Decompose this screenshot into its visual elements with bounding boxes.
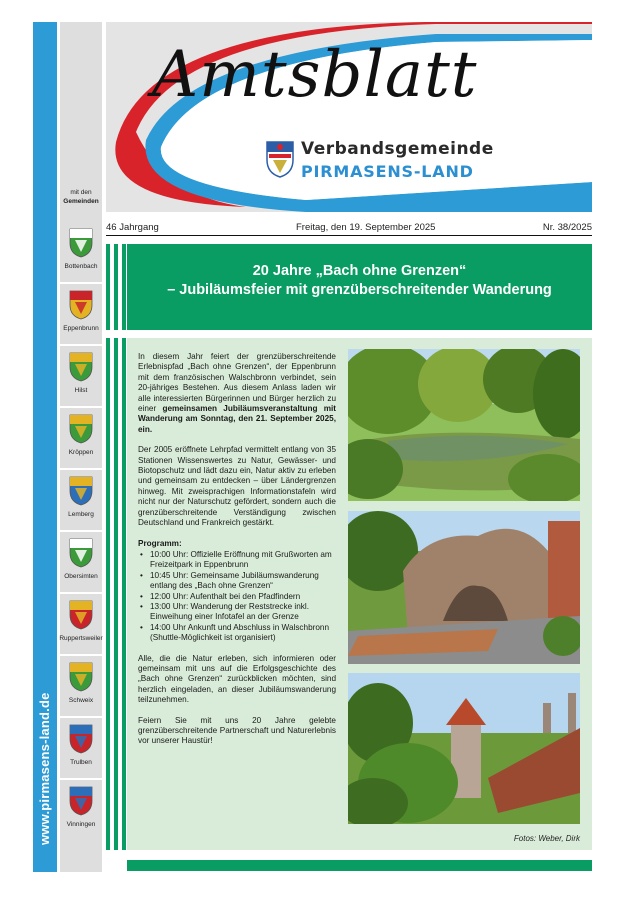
intro-bold-text: gemeinsamen Jubiläumsveranstaltung mit Wanderung am Sonntag, den 21. September 2025, ein. — [138, 404, 336, 434]
program-title: Programm: — [138, 538, 182, 548]
municipality-separator — [60, 654, 102, 656]
pirmasens-land-crest-icon — [265, 140, 295, 178]
municipality-trulben — [60, 724, 102, 786]
intro-text: In diesem Jahr feiert der grenzüberschreitende Erlebnispfad „Bach ohne Grenzen“, der Eppenbrunn mit dem französischen Walschbronn verbindet, sein 20-jähriges Bestehen. Aus diesem Anlass laden wir alle interessierten Bürgerinnen und Bürger herzlich zu einer — [138, 352, 336, 414]
municipality-bottenbach — [60, 228, 102, 290]
municipality-separator — [60, 592, 102, 594]
newspaper-title: Amtsblatt — [152, 38, 478, 112]
photo-pond — [348, 349, 580, 501]
program-item: • 13:00 Uhr: Wanderung der Reststrecke inkl. Einweihung einer Infotafel an der Grenze — [138, 602, 336, 623]
photo-grotto — [348, 511, 580, 664]
issue-line — [106, 222, 592, 236]
issue-date: Freitag, den 19. September 2025 — [296, 222, 436, 233]
municipality-name: Trulben — [70, 759, 92, 766]
municipality-separator — [60, 406, 102, 408]
masthead — [106, 22, 592, 212]
municipality-heading-line1: mit den — [70, 189, 92, 196]
photo-caption: Fotos: Weber, Dirk — [513, 834, 580, 843]
municipality-crest-icon — [69, 786, 93, 816]
issue-number: Nr. 38/2025 — [542, 222, 592, 233]
municipality-name: Vinningen — [66, 821, 96, 828]
municipality-name: Obersimten — [64, 573, 98, 580]
headline-line2: – Jubiläumsfeier mit grenzüberschreitender Wanderung — [167, 282, 552, 298]
municipality-crest-icon — [69, 228, 93, 258]
municipality-name: Bottenbach — [64, 263, 98, 270]
issue-volume: 46 Jahrgang — [106, 222, 159, 233]
article-text — [138, 352, 336, 757]
program-item: • 12:00 Uhr: Aufenthalt bei den Pfadfindern — [138, 592, 336, 602]
municipality-crest-icon — [69, 476, 93, 506]
municipality-separator — [60, 778, 102, 780]
municipality-name: Schweix — [68, 697, 94, 704]
program-item: • 10:45 Uhr: Gemeinsame Jubiläumswanderung entlang des „Bach ohne Grenzen“ — [138, 571, 336, 592]
bottom-green-bar — [127, 860, 592, 871]
municipality-separator — [60, 282, 102, 284]
municipality-name: Lemberg — [68, 511, 94, 518]
municipality-name: Kröppen — [68, 449, 94, 456]
municipality-separator — [60, 716, 102, 718]
municipality-crest-icon — [69, 724, 93, 754]
municipality-kröppen — [60, 414, 102, 476]
municipality-vinningen — [60, 786, 102, 848]
municipality-crest-icon — [69, 662, 93, 692]
program-item: • 14:00 Uhr Ankunft und Abschluss in Walschbronn (Shuttle-Möglichkeit ist organisiert) — [138, 623, 336, 644]
subtitle-verbandsgemeinde: Verbandsgemeinde — [301, 139, 494, 159]
paragraph-lehrpfad: Der 2005 eröffnete Lehrpfad vermittelt entlang von 35 Stationen Wissenswertes zu Natur, Gewässer- und Biotopschutz und lädt dazu ein, Natur aktiv zu erleben und gemeinsam zu entdecken – über Ländergrenzen hinweg. Mit zweisprachigen Informationstafeln wird nicht nur der Naturschutz gefördert, sondern auch die grenzüberschreitende Verständigung zwischen Deutschland und Frankreich gestärkt. — [138, 445, 336, 528]
headline-stripes — [106, 244, 127, 330]
paragraph-closing: Feiern Sie mit uns 20 Jahre gelebte grenzüberschreitende Partnerschaft und Naturerlebnis vor unserer Haustür! — [138, 715, 336, 746]
municipality-crest-icon — [69, 290, 93, 320]
program-item: • 10:00 Uhr: Offizielle Eröffnung mit Grußworten am Freizeitpark in Eppenbrunn — [138, 550, 336, 571]
body-stripes — [106, 338, 127, 850]
municipality-separator — [60, 344, 102, 346]
municipality-crest-icon — [69, 414, 93, 444]
subtitle-pirmasens-land: PIRMASENS-LAND — [301, 162, 474, 181]
headline-line1: 20 Jahre „Bach ohne Grenzen“ — [252, 263, 467, 279]
municipality-obersimten — [60, 538, 102, 600]
paragraph-invitation: Alle, die die Natur erleben, sich informieren oder gemeinsam mit uns auf die Erfolgsgeschichte des „Bach ohne Grenzen“ zurückblicken möchten, sind herzlich eingeladen, an dieser Jubiläumswanderung teilzunehmen. — [138, 653, 336, 705]
photo-tower — [348, 673, 580, 824]
municipality-hilst — [60, 352, 102, 414]
municipality-schweix — [60, 662, 102, 724]
municipality-crest-icon — [69, 352, 93, 382]
municipality-name: Hilst — [74, 387, 88, 394]
municipality-crest-icon — [69, 600, 93, 630]
article-headline — [127, 244, 592, 330]
municipality-ruppertsweiler — [60, 600, 102, 662]
municipality-name: Ruppertsweiler — [59, 635, 103, 642]
municipality-crest-icon — [69, 538, 93, 568]
municipality-separator — [60, 468, 102, 470]
municipality-eppenbrunn — [60, 290, 102, 352]
municipality-separator — [60, 530, 102, 532]
municipality-heading — [60, 188, 102, 206]
paragraph-intro — [138, 352, 336, 435]
municipality-name: Eppenbrunn — [63, 325, 99, 332]
municipality-heading-line2: Gemeinden — [63, 198, 99, 205]
program-list — [138, 550, 336, 644]
municipality-lemberg — [60, 476, 102, 538]
